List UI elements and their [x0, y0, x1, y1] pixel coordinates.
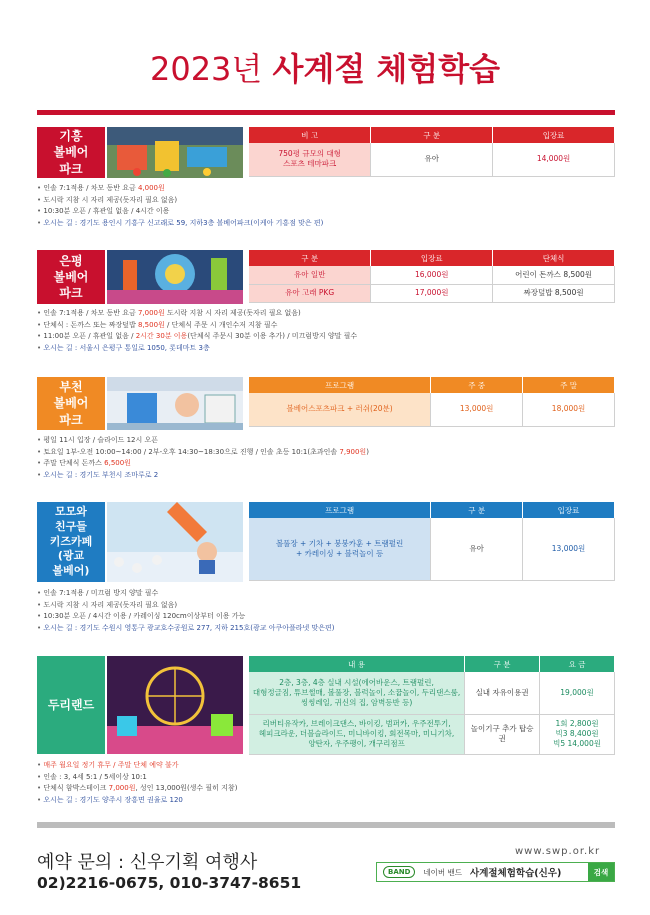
table-cell: 750평 규모의 대형 스포츠 테마파크 — [249, 143, 371, 176]
notes-list — [37, 760, 237, 806]
section-bucheon — [37, 377, 615, 487]
table-cell: 13,000원 — [523, 518, 615, 580]
table-cell: 13,000원 — [431, 393, 523, 426]
photo-duriland — [107, 656, 243, 754]
price-table — [249, 502, 615, 581]
note-item: • 단체식 함박스테이크 7,000원, 성인 13,000원(생수 필히 지참) — [37, 783, 237, 795]
notes-list — [37, 435, 369, 481]
table-cell: 1회 2,800원 빅3 8,400원 빅5 14,000원 — [540, 714, 615, 754]
notes-list — [37, 588, 335, 634]
band-label: 네이버 밴드 — [423, 867, 463, 877]
note-item: • 도시락 지참 시 자리 제공(돗자리 필요 없음) — [37, 600, 335, 612]
note-item: • 10:30분 오픈 / 4시간 이용 / 카레이싱 120cm이상부터 이용 가능 — [37, 611, 335, 623]
note-item: • 주말 단체식 돈까스 6,500원 — [37, 458, 369, 470]
note-item: • 오시는 길 : 서울시 은평구 통일로 1050, 롯데마트 3층 — [37, 343, 357, 355]
photo-giheung — [107, 127, 243, 178]
table-cell: 2층, 3층, 4층 실내 시설(에어바운스, 트램펄린, 대형정글짐, 튜브썰매, 볼풀장, 블럭놀이, 소꿉놀이, 두리댄스룸, 씽씽레일, 귀신의 집, 암벽등반 등) — [249, 672, 465, 714]
note-item: • 인솔 7:1적용 / 차모 동반 요금 4,000원 — [37, 183, 323, 195]
notes-list — [37, 308, 357, 354]
table-header: 프로그램 — [249, 502, 431, 518]
note-item: • 10:30분 오픈 / 휴관일 없음 / 4시간 이용 — [37, 206, 323, 218]
note-item: • 인솔 7:1적용 / 차모 동반 요금 7,000원 도시락 지참 시 자리 제공(돗자리 필요 없음) — [37, 308, 357, 320]
table-cell: 리버티유작카, 브레이크댄스, 바이킹, 범퍼카, 우주전투기, 헤피크라운, 더블슬라이드, 미니바이킹, 회전목마, 미니기차, 양탄자, 우주팽이, 개구리점프 — [249, 714, 465, 754]
title-main: 사계절 체험학습 — [272, 50, 501, 88]
website-link[interactable]: www.swp.or.kr — [515, 846, 601, 857]
note-item: • 매주 월요일 정기 휴무 / 주말 단체 예약 불가 — [37, 760, 237, 772]
price-table — [249, 656, 615, 755]
note-item: • 도시락 지참 시 자리 제공(돗자리 필요 없음) — [37, 195, 323, 207]
table-cell: 유아 고래 PKG — [249, 284, 371, 302]
table-header: 단체식 — [493, 250, 615, 266]
table-header: 내 용 — [249, 656, 465, 672]
table-header: 입장료 — [493, 127, 615, 143]
table-cell: 16,000원 — [371, 266, 493, 284]
section-tag: 기흥 볼베어 파크 — [37, 127, 105, 178]
table-header: 구 분 — [249, 250, 371, 266]
section-tag: 모모와 친구들 키즈카페 (광교 볼베어) — [37, 502, 105, 582]
table-header: 프로그램 — [249, 377, 431, 393]
table-cell: 17,000원 — [371, 284, 493, 302]
table-cell: 19,000원 — [540, 672, 615, 714]
table-cell: 어린이 돈까스 8,500원 — [493, 266, 615, 284]
contact-label: 예약 문의 : 신우기획 여행사 — [37, 852, 258, 873]
table-cell: 유아 일반 — [249, 266, 371, 284]
title-year: 2023년 — [149, 50, 263, 88]
table-cell: 볼베어스포츠파크 + 러쉬(20분) — [249, 393, 431, 426]
table-cell: 실내 자유이용권 — [465, 672, 540, 714]
table-header: 구 분 — [465, 656, 540, 672]
section-tag: 은평 볼베어 파크 — [37, 250, 105, 304]
table-cell: 짜장덮밥 8,500원 — [493, 284, 615, 302]
price-table — [249, 127, 615, 177]
table-header: 요 금 — [540, 656, 615, 672]
table-header: 주 중 — [431, 377, 523, 393]
note-item: • 오시는 길 : 경기도 양주시 장흥면 권율로 120 — [37, 795, 237, 807]
table-cell: 유아 — [371, 143, 493, 176]
section-duriland — [37, 656, 615, 806]
band-search-box[interactable] — [376, 862, 615, 882]
table-cell: 놀이기구 추가 탑승권 — [465, 714, 540, 754]
table-header: 비 고 — [249, 127, 371, 143]
note-item: • 11:00분 오픈 / 휴관일 없음 / 2시간 30분 이용(단체식 주문시 30분 이용 추가) / 미끄럼방지 양말 필수 — [37, 331, 357, 343]
notes-list — [37, 183, 323, 229]
price-table — [249, 250, 615, 303]
note-item: • 인솔 7:1적용 / 미끄럼 방지 양말 필수 — [37, 588, 335, 600]
photo-bucheon — [107, 377, 243, 430]
table-cell: 18,000원 — [523, 393, 615, 426]
note-item: • 토요일 1부-오전 10:00~14:00 / 2부-오후 14:30~18:30으로 진행 / 인솔 초등 10:1(초과인솔 7,900원) — [37, 447, 369, 459]
note-item: • 오시는 길 : 경기도 용인시 기흥구 신고래로 59, 지하3층 볼베어파크(이케아 기흥점 맞은 편) — [37, 218, 323, 230]
section-tag: 부천 볼베어 파크 — [37, 377, 105, 430]
band-search-button[interactable]: 검색 — [588, 863, 614, 881]
contact-phones: 02)2216-0675, 010-3747-8651 — [37, 874, 302, 892]
note-item: • 오시는 길 : 경기도 수원시 영통구 광교호수공원로 277, 지하 215호(광교 아쿠아플라넷 맞은편) — [37, 623, 335, 635]
section-eunpyeong — [37, 250, 615, 360]
note-item: • 인솔 : 3, 4세 5:1 / 5세이상 10:1 — [37, 772, 237, 784]
table-header: 구 분 — [371, 127, 493, 143]
band-logo-icon: BAND — [383, 866, 415, 878]
note-item: • 단체식 : 돈까스 또는 짜장덮밥 8,500원 / 단체식 주문 시 개인수저 지참 필수 — [37, 320, 357, 332]
photo-momo — [107, 502, 243, 582]
note-item: • 평일 11시 입장 / 슬라이드 12시 오픈 — [37, 435, 369, 447]
table-header: 입장료 — [371, 250, 493, 266]
table-cell: 볼풀장 + 기차 + 붕붕카훈 + 트램펄린 + 카레이싱 + 블럭놀이 등 — [249, 518, 431, 580]
table-header: 구 분 — [431, 502, 523, 518]
section-momo — [37, 502, 615, 642]
band-query: 사계절체험학습(신우) — [470, 868, 562, 879]
section-tag: 두리랜드 — [37, 656, 105, 754]
section-giheung — [37, 127, 615, 232]
title-divider — [37, 110, 615, 115]
footer-divider — [37, 822, 615, 828]
table-header: 주 말 — [523, 377, 615, 393]
page-title — [0, 44, 650, 90]
photo-eunpyeong — [107, 250, 243, 304]
table-cell: 유아 — [431, 518, 523, 580]
table-header: 입장료 — [523, 502, 615, 518]
note-item: • 오시는 길 : 경기도 부천시 조마루로 2 — [37, 470, 369, 482]
price-table — [249, 377, 615, 427]
table-cell: 14,000원 — [493, 143, 615, 176]
